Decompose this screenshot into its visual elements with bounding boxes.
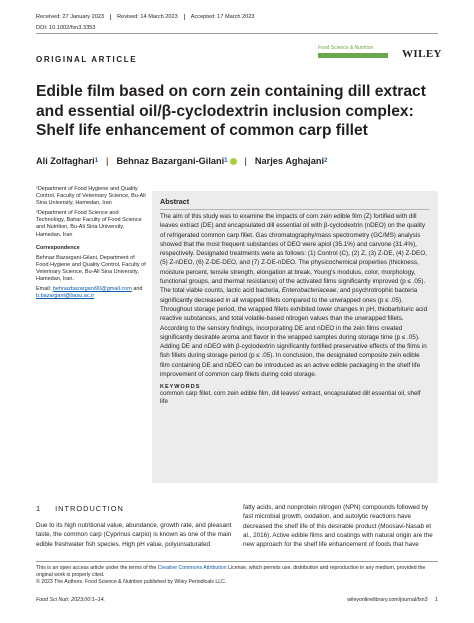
accepted-date: Accepted: 17 March 2023 xyxy=(190,14,255,20)
article-type: ORIGINAL ARTICLE xyxy=(36,55,138,64)
intro-paragraph-left: Due to its high nutritional value, abundance, growth rate, and pleasant taste, the common carp (Cyprinus carpio) is known as one of the main edible freshwater fish species. High pH value, polyunsaturated xyxy=(36,522,232,548)
abstract-part-1: The aim of this study was to examine the impacts of corn zein edible film (Z) fortified with dill leaves extract (DE) and encapsulated dill essential oil with β-cyclodextrin (nDEO) on the quality of refrigerated common carp fillet. Gas chromatography/mass spectrometry (GC/MS) analysis showed that the most frequent substances of DEO were apiol (35.1%) and carvone (31.4%), respectively. Designated treatments were as follows: (1) Control (C), (2) Z, (3) Z-DE, (4) Z-DEO, (5) Z-nDEO, (6) Z-DE-DEO, and (7) Z-DE-nDEO. The physicochemical properties (thickness, moisture percent, tensile strength, elongation at break, Young's modulus, color, morphology, functional groups, and thermal resistance) of the activated films significantly improved (p ≤ .05). The total viable counts, lactic acid bacteria, xyxy=(160,213,427,295)
license-notice xyxy=(36,565,440,586)
author-affil-sup: 1 xyxy=(94,158,99,164)
publication-dates xyxy=(36,14,438,20)
open-access-bar xyxy=(318,53,388,58)
author-separator: | xyxy=(244,156,247,166)
license-link[interactable]: Creative Commons Attribution xyxy=(157,565,227,571)
author-separator: | xyxy=(106,156,109,166)
email-link-1[interactable]: behnazbazargani90@gmail.com xyxy=(52,286,132,293)
revised-date: Revised: 14 March 2023 xyxy=(117,14,185,20)
author-affil-sup: 2 xyxy=(324,158,328,164)
abstract-italic-term: Enterobacteriaceae xyxy=(281,287,337,295)
page-footer xyxy=(36,597,438,603)
journal-name: Food Science & Nutrition xyxy=(318,45,374,51)
section-number: 1 xyxy=(36,504,42,513)
author-list xyxy=(36,156,327,166)
license-text-start: This is an open access article under the terms of the xyxy=(36,565,157,571)
email-and: and xyxy=(133,286,143,293)
footer-divider xyxy=(36,561,438,562)
page-number: 1 xyxy=(435,597,438,603)
keywords: common carp fillet, corn zein edible film, dill leaves' extract, encapsulated dill essential oil, shelf life xyxy=(160,390,421,406)
footer-right xyxy=(347,597,438,603)
citation: Food Sci Nutr. 2023;00:1–14. xyxy=(36,597,106,603)
author-name[interactable]: Narjes Aghajani xyxy=(254,156,325,166)
abstract-text xyxy=(160,212,430,379)
header-divider xyxy=(36,33,438,34)
publisher-logo: WILEY xyxy=(402,48,442,60)
keywords-heading: KEYWORDS xyxy=(160,384,201,391)
affiliation-2: ²Department of Food Science and Technology, Bahar Faculty of Food Science and Nutrition, Bu-Ali Sina University, Hamedan, Iran xyxy=(36,210,142,238)
correspondence-heading: Correspondence xyxy=(36,244,80,251)
abstract-divider xyxy=(160,209,430,210)
affiliation-1: ¹Department of Food Hygiene and Quality Control, Faculty of Veterinary Science, Bu-Ali Sina University, Hamedan, Iran xyxy=(36,186,146,207)
journal-url[interactable]: wileyonlinelibrary.com/journal/fsn3 xyxy=(347,597,428,603)
orcid-icon[interactable] xyxy=(230,158,237,165)
correspondence-emails xyxy=(36,286,146,300)
email-link-2[interactable]: b.bazargani@basu.ac.ir xyxy=(36,293,95,300)
affiliations xyxy=(36,186,146,303)
author-affil-sup: 1 xyxy=(224,158,228,164)
copyright: © 2023 The Authors. Food Science & Nutrition published by Wiley Periodicals LLC. xyxy=(36,579,227,585)
license-text-end: License, which permits use, distribution and reproduction in any medium, provided the original work is properly cited. xyxy=(36,565,426,578)
abstract-part-2: , and psychrotrophic bacteria significantly decreased in all wrapped fillets compared to the unwrapped ones (p ≤ .05). Throughout storage period, the wrapped fillets exhibited lower changes in pH, thiobarbituric acid reactive substances, and total volatile-based nitrogen values than the unwrapped fillets. According to the sensory findings, incorporating DE and nDEO in the zein films created significantly desirable aroma and flavor in the wrapped samples during storage time (p ≤ .05). Adding DE and nDEO with β-cyclodextrin significantly fortified preservative effects of the films in fish fillets during storage period (p ≤ .05). In conclusion, the designated composite zein edible film containing DE and nDEO can be introduced as an active edible packaging in the shelf life improvement of common carp fillets during cold storage. xyxy=(160,287,428,379)
abstract-heading: Abstract xyxy=(160,197,190,206)
section-title: INTRODUCTION xyxy=(55,504,124,513)
article-title: Edible film based on corn zein containing dill extract and essential oil/β-cyclodextrin inclusion complex: Shelf life enhancement of common carp fillet xyxy=(36,83,426,139)
doi[interactable]: DOI: 10.1002/fsn3.3353 xyxy=(36,25,96,31)
abstract-box xyxy=(152,191,438,483)
received-date: Received: 27 January 2023 xyxy=(36,14,111,20)
correspondence-body: Behnaz Bazargani-Gilani, Department of Food Hygiene and Quality Control, Faculty of Veterinary Science, Bu-Ali Sina University, Hamedan, Iran. xyxy=(36,254,146,283)
author-name[interactable]: Behnaz Bazargani-Gilani xyxy=(116,156,225,166)
author-name[interactable]: Ali Zolfaghari xyxy=(36,156,95,166)
intro-paragraph-right: fatty acids, and nonprotein nitrogen (NPN) compounds followed by fast microbial growth, oxidation, and autolytic reactions have decreased the shelf life of this desirable product (Moosavi-Nasab et al., 2016). Active edible films and coatings with natural origin are the new approach for the shelf life enhancement of foods that have xyxy=(243,504,433,549)
section-heading xyxy=(36,504,124,513)
email-label: Email: xyxy=(36,286,52,293)
